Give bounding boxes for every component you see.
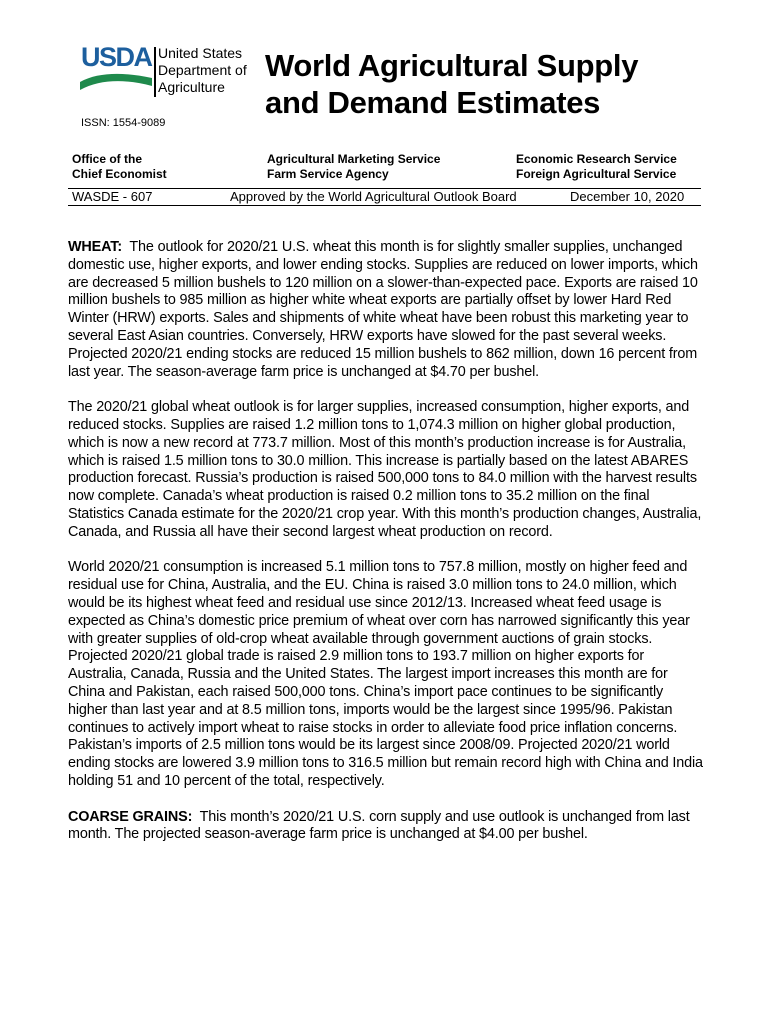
paragraph-coarse-grains [68, 809, 704, 845]
issn-number: ISSN: 1554-9089 [81, 117, 166, 129]
report-date: December 10, 2020 [570, 189, 685, 204]
office-2-line-2: Farm Service Agency [267, 167, 389, 181]
paragraph-wheat [68, 239, 704, 381]
report-body [68, 239, 704, 862]
report-number: WASDE - 607 [72, 189, 153, 204]
approval-statement: Approved by the World Agricultural Outlook Board [230, 189, 517, 204]
title-line-2: and Demand Estimates [265, 85, 601, 120]
office-chief-economist [72, 152, 167, 182]
paragraph-global-wheat: The 2020/21 global wheat outlook is for larger supplies, increased consumption, higher exports, and reduced stocks. Supplies are raised 1.2 million tons to 1,074.3 million on higher global production, which is now a new record at 773.7 million. Most of this month’s production increase is for Australia, which is raised 1.5 million tons to 30.0 million. This increase is partially based on the latest ABARES production forecast. Russia’s production is raised 500,000 tons to 84.0 million with the harvest results now complete. Canada’s wheat production is raised 0.2 million tons to 35.2 million on the final Statistics Canada estimate for the 2020/21 crop year. With this month’s production changes, Australia, Canada, and Russia all have their second largest wheat production on record. [68, 399, 702, 540]
paragraph-coarse-grains-text: This month’s 2020/21 U.S. corn supply and use outlook is unchanged from last month. The projected season-average farm price is unchanged at $4.00 per bushel. [68, 808, 690, 843]
agency-line-2: Department of [158, 62, 247, 78]
section-lead-wheat: WHEAT: [68, 239, 122, 255]
header-rule-bottom [68, 205, 701, 206]
office-ers-fas [516, 152, 677, 182]
logo-divider [154, 47, 156, 97]
agency-line-3: Agriculture [158, 79, 225, 95]
office-1-line-2: Chief Economist [72, 167, 167, 181]
office-3-line-1: Economic Research Service [516, 152, 677, 166]
usda-wordmark: USDA [81, 42, 152, 72]
office-2-line-1: Agricultural Marketing Service [267, 152, 441, 166]
usda-agency-name [158, 45, 247, 96]
agency-line-1: United States [158, 45, 243, 61]
paragraph-consumption: World 2020/21 consumption is increased 5.1 million tons to 757.8 million, mostly on higher feed and residual use for China, Australia, and the EU. China is raised 3.0 million tons to 24.0 million, which would be its highest wheat feed and residual use since 2012/13. Increased wheat feed usage is expected as China’s domestic price premium of wheat over corn has narrowed significantly this year with greater supplies of old-crop wheat available through government auctions of grain stocks. Projected 2020/21 global trade is raised 2.9 million tons to 193.7 million on higher exports for Australia, Canada, Russia and the United States. The largest import increases this month are for China and Pakistan, each raised 500,000 tons. China’s import pace continues to be significantly higher than last year and at 8.5 million tons, imports would be the largest since 1995/96. Pakistan continues to actively import wheat to raise stocks in order to alleviate food price inflation concerns. Pakistan’s imports of 2.5 million tons would be its largest since 2008/09. Projected 2020/21 world ending stocks are lowered 3.9 million tons to 316.5 million but remain record high with China and India holding 51 and 10 percent of the total, respectively. [68, 559, 703, 789]
office-3-line-2: Foreign Agricultural Service [516, 167, 677, 181]
office-1-line-1: Office of the [72, 152, 143, 166]
section-lead-coarse-grains: COARSE GRAINS: [68, 808, 193, 825]
paragraph-wheat-text: The outlook for 2020/21 U.S. wheat this month is for slightly smaller supplies, unchanged domestic use, higher exports, and lower ending stocks. Supplies are reduced on lower imports, which are decreased 5 million bushels to 120 million on a slower-than-expected pace. Exports are raised 10 million bushels to 985 million as higher white wheat exports are partially offset by lower Hard Red Winter (HRW) exports. Sales and shipments of white wheat have been robust this marketing year to several East Asian countries. Conversely, HRW exports have slowed for the past several weeks. Projected 2020/21 ending stocks are reduced 15 million bushels to 862 million, down 16 percent from last year. The season-average farm price is unchanged at $4.70 per bushel. [68, 239, 698, 380]
title-line-1: World Agricultural Supply [265, 48, 639, 83]
office-ams-fsa [267, 152, 440, 182]
report-title [265, 47, 638, 121]
